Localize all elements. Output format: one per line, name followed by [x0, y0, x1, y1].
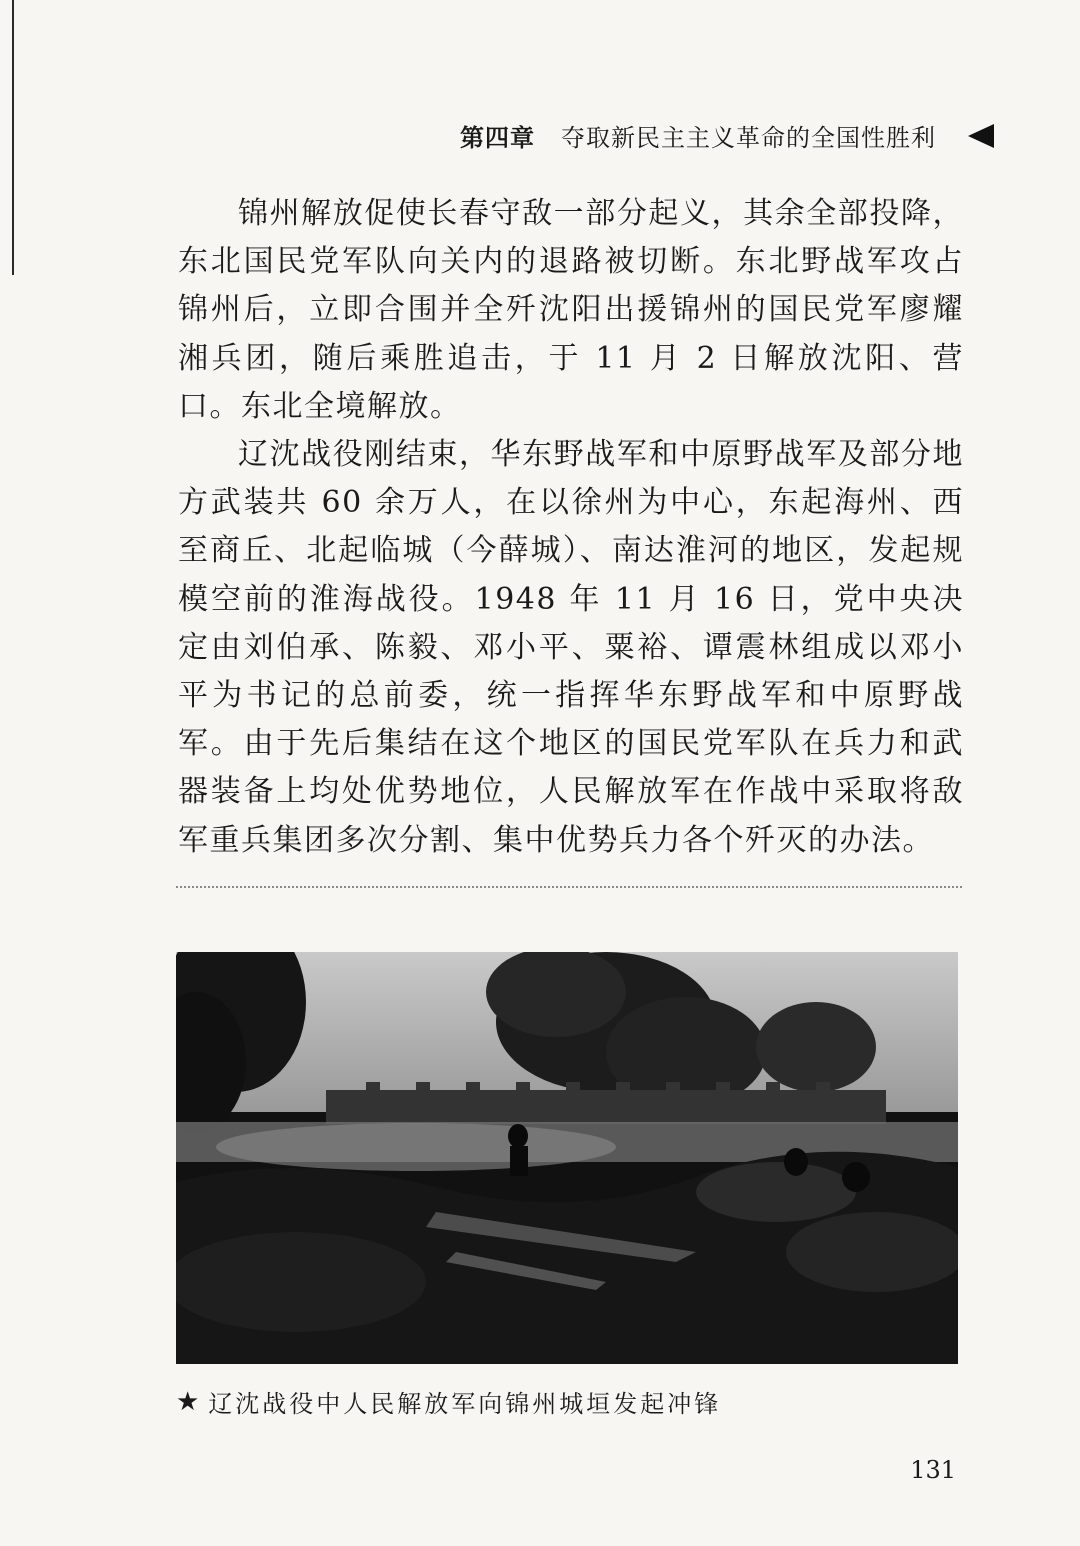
- binding-edge-line: [12, 0, 14, 275]
- chapter-label: 第四章: [460, 124, 535, 152]
- figure-top-rule: [176, 886, 962, 888]
- figure-caption: [176, 1384, 721, 1419]
- running-header: [460, 118, 994, 153]
- battle-photo: [176, 952, 958, 1364]
- battle-photo-image: [176, 952, 958, 1364]
- star-icon: ★: [176, 1386, 203, 1417]
- caption-text: 辽沈战役中人民解放军向锦州城垣发起冲锋: [208, 1390, 722, 1418]
- left-triangle-icon: [968, 124, 994, 148]
- chapter-title: 夺取新民主主义革命的全国性胜利: [561, 124, 936, 152]
- body-text: [178, 190, 964, 865]
- paragraph: 辽沈战役刚结束，华东野战军和中原野战军及部分地方武装共 60 余万人，在以徐州为中心，东起海州、西至商丘、北起临城（今薛城）、南达淮河的地区，发起规模空前的淮海战役。1948 年 11 月 16 日，党中央决定由刘伯承、陈毅、邓小平、粟裕、谭震林组成以邓小平为书记的总前委，统一指挥华东野战军和中原野战军。由于先后集结在这个地区的国民党军队在兵力和武器装备上均处优势地位，人民解放军在作战中采取将敌军重兵集团多次分割、集中优势兵力各个歼灭的办法。: [178, 437, 964, 858]
- page-number: 131: [910, 1456, 956, 1484]
- paragraph: 锦州解放促使长春守敌一部分起义，其余全部投降，东北国民党军队向关内的退路被切断。东北野战军攻占锦州后，立即合围并全歼沈阳出援锦州的国民党军廖耀湘兵团，随后乘胜追击，于 11 月 2 日解放沈阳、营口。东北全境解放。: [178, 196, 964, 424]
